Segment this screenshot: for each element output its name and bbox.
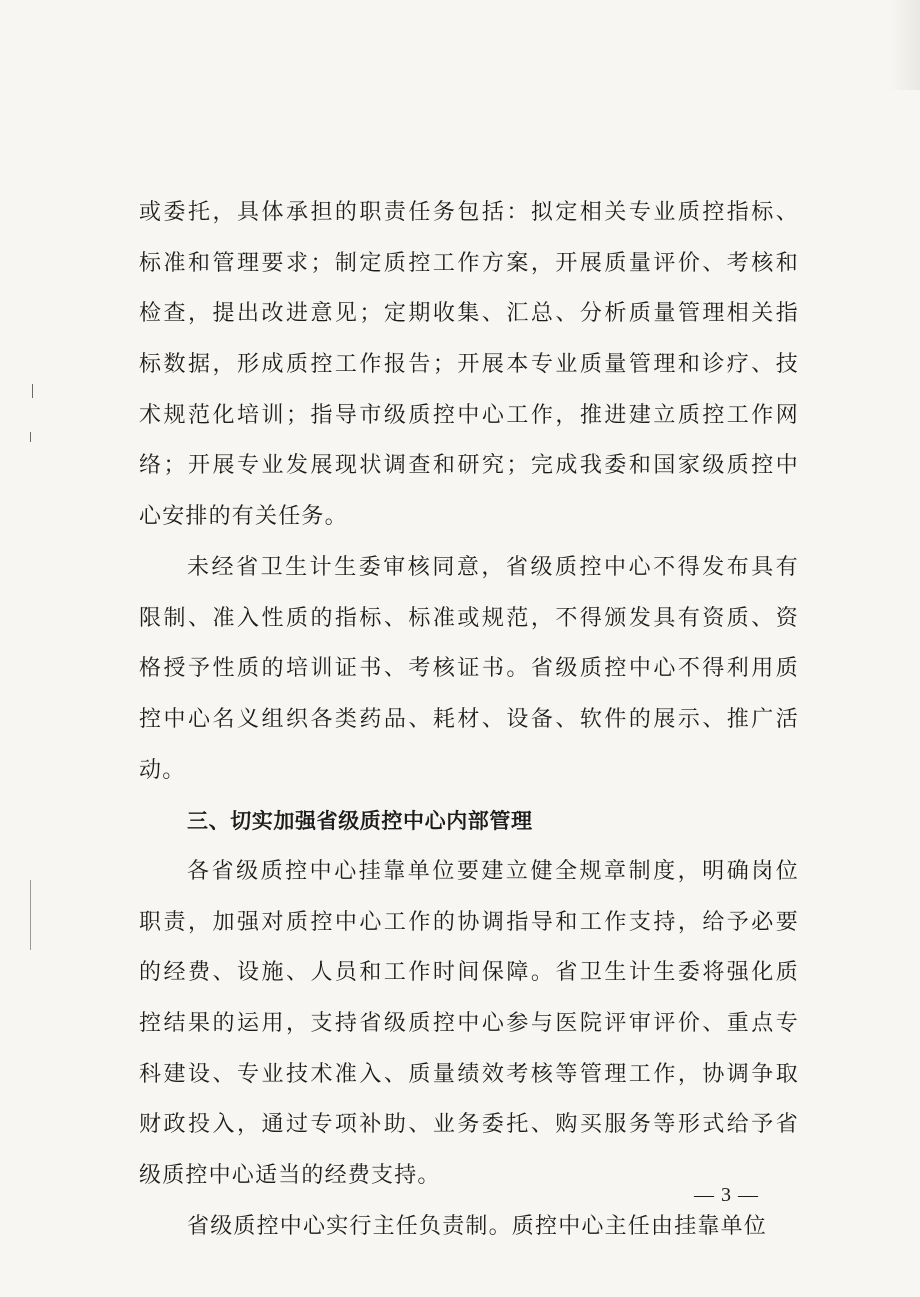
text-line: 标准和管理要求；制定质控工作方案，开展质量评价、考核和 [139, 250, 799, 276]
text-line: 控中心名义组织各类药品、耗材、设备、软件的展示、推广活 [139, 706, 799, 732]
section-heading [139, 796, 799, 847]
text-line: 级质控中心适当的经费支持。 [139, 1163, 441, 1189]
paragraph [139, 1202, 799, 1253]
text-line: 络；开展专业发展现状调查和研究；完成我委和国家级质控中 [139, 453, 799, 479]
text-line: 标数据，形成质控工作报告；开展本专业质量管理和诊疗、技 [139, 352, 799, 378]
paragraph [139, 543, 799, 796]
scan-mark-left-1 [32, 384, 33, 398]
text-line: 未经省卫生计生委审核同意，省级质控中心不得发布具有 [187, 554, 799, 580]
text-line: 限制、准入性质的指标、标准或规范，不得颁发具有资质、资 [139, 605, 799, 631]
text-line: 各省级质控中心挂靠单位要建立健全规章制度，明确岗位 [187, 858, 799, 884]
text-line: 的经费、设施、人员和工作时间保障。省卫生计生委将强化质 [139, 960, 799, 986]
text-line: 科建设、专业技术准入、质量绩效考核等管理工作，协调争取 [139, 1061, 799, 1087]
text-line: 财政投入，通过专项补助、业务委托、购买服务等形式给予省 [139, 1112, 799, 1138]
text-line: 或委托，具体承担的职责任务包括：拟定相关专业质控指标、 [139, 200, 799, 225]
paragraph [139, 188, 799, 543]
text-line: 检查，提出改进意见；定期收集、汇总、分析质量管理相关指 [139, 301, 799, 327]
scan-mark-left-2 [30, 432, 31, 442]
text-line: 省级质控中心实行主任负责制。质控中心主任由挂靠单位 [187, 1213, 768, 1239]
text-line: 格授予性质的培训证书、考核证书。省级质控中心不得利用质 [139, 656, 799, 682]
document-body [139, 188, 799, 1252]
scan-edge-shadow [890, 0, 920, 90]
text-line: 职责，加强对质控中心工作的协调指导和工作支持，给予必要 [139, 909, 799, 935]
text-line: 心安排的有关任务。 [139, 504, 348, 530]
page-number: — 3 — [694, 1184, 759, 1206]
text-line: 术规范化培训；指导市级质控中心工作，推进建立质控工作网 [139, 402, 799, 428]
paragraph [139, 847, 799, 1202]
text-line: 控结果的运用，支持省级质控中心参与医院评审评价、重点专 [139, 1011, 799, 1036]
scan-mark-left-3 [30, 880, 31, 950]
heading-text: 三、切实加强省级质控中心内部管理 [187, 809, 533, 834]
text-line: 动。 [139, 757, 186, 783]
